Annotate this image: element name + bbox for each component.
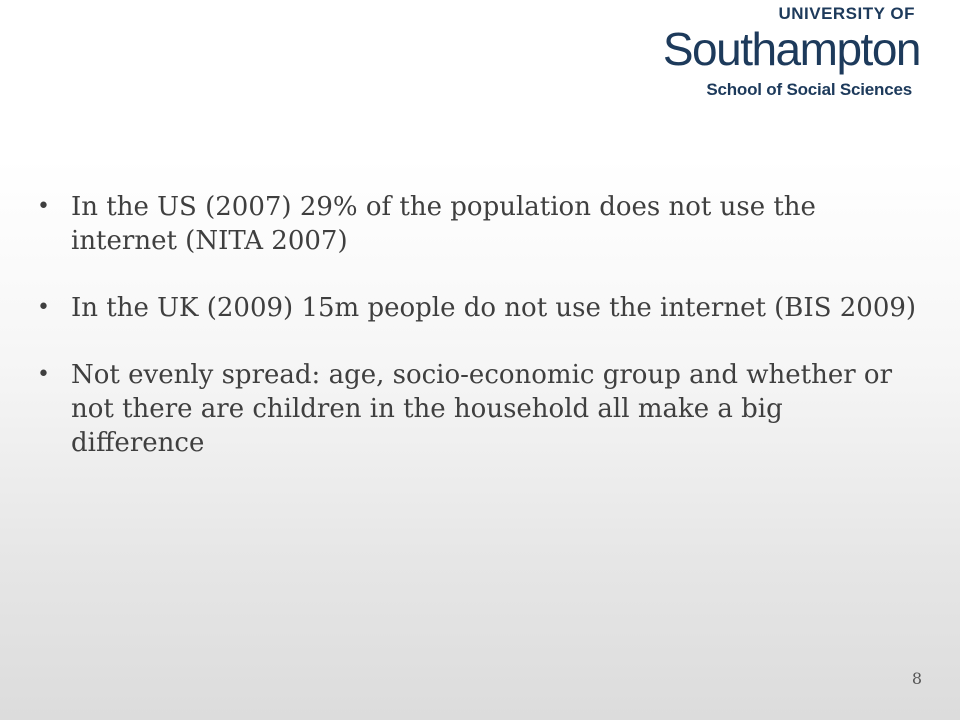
bullet-text: Not evenly spread: age, socio-economic group and whether or not there are children in the household all make a big difference bbox=[71, 360, 893, 458]
bullet-item bbox=[37, 358, 917, 460]
logo-university-of: UNIVERSITY OF bbox=[778, 4, 915, 23]
bullet-dot-icon: • bbox=[37, 295, 50, 320]
bullet-item bbox=[37, 291, 917, 325]
slide-number: 8 bbox=[911, 669, 922, 688]
bullet-item bbox=[37, 190, 917, 258]
logo-southampton: Southampton bbox=[662, 23, 920, 75]
bullet-text: In the UK (2009) 15m people do not use the internet (BIS 2009) bbox=[71, 293, 917, 323]
bullet-dot-icon: • bbox=[37, 194, 50, 219]
university-logo bbox=[662, 4, 920, 104]
bullet-dot-icon: • bbox=[37, 362, 50, 387]
bullet-text: In the US (2007) 29% of the population does not use the internet (NITA 2007) bbox=[71, 192, 816, 256]
bullet-list bbox=[37, 190, 917, 493]
logo-school-name: School of Social Sciences bbox=[706, 80, 912, 99]
